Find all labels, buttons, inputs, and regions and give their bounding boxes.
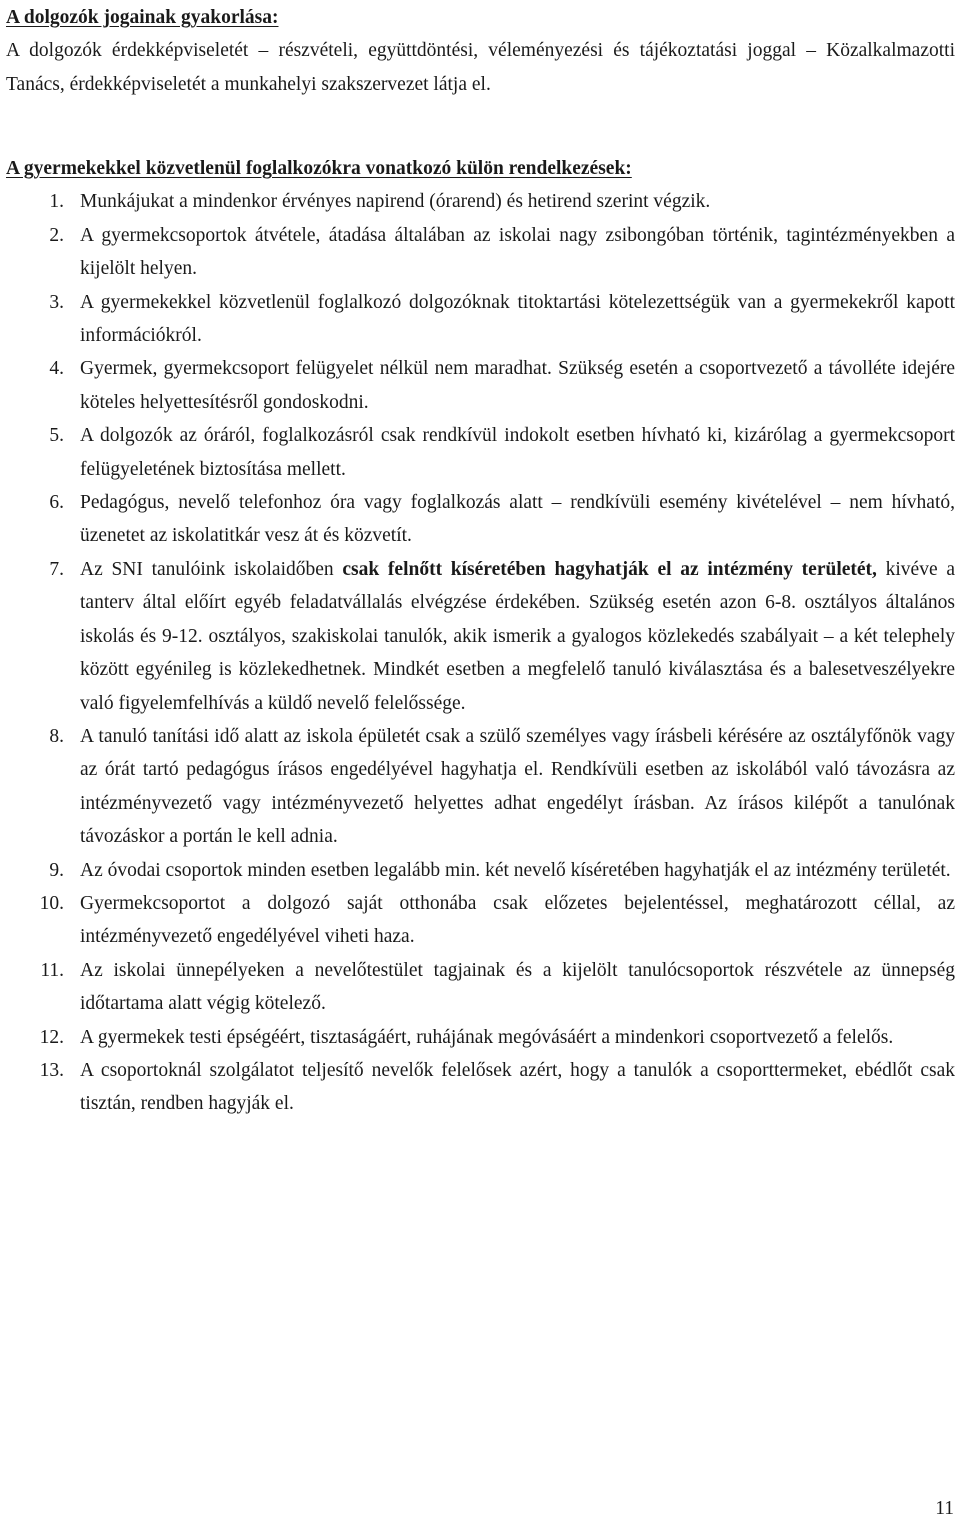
list-item-text: A dolgozók az óráról, foglalkozásról csak rendkívül indokolt esetben hívható ki, kizárólag a gyermekcsoport felügyeletének biztosítása mellett. (80, 425, 955, 480)
list-item-text: A tanuló tanítási idő alatt az iskola épületét csak a szülő személyes vagy írásbeli kérésére az osztályfőnök vagy az órát tartó pedagógus írásos engedélyével hagyhatja el. Rendkívüli esetben az iskolából való távozásra az intézményvezető vagy intézményvezető helyettes adhat engedélyt írásban. Az írásos kilépőt a tanulónak távozáskor a portán le kell adnia. (80, 725, 955, 848)
list-item (6, 419, 955, 486)
section-heading-workers-rights: A dolgozók jogainak gyakorlása: (6, 7, 279, 28)
page-number: 11 (935, 1498, 954, 1519)
list-item-text: A gyermekekkel közvetlenül foglalkozó dolgozóknak titoktartási kötelezettségük van a gyermekekről kapott információkról. (80, 291, 955, 347)
list-item-text: Az óvodai csoportok minden esetben legalább min. két nevelő kíséretében hagyhatják el az intézmény területét. (80, 859, 951, 881)
section-workers-rights (6, 1, 955, 101)
list-item (6, 185, 955, 218)
list-item (6, 486, 955, 553)
list-item-text: A gyermekcsoportok átvétele, átadása általában az iskolai nagy zsibongóban történik, tagintézményekben a kijelölt helyen. (80, 224, 955, 280)
list-item-text-bold: csak felnőtt kíséretében hagyhatják el az intézmény területét, (342, 558, 877, 580)
list-item (6, 286, 955, 353)
list-item-number: 3. (49, 291, 64, 313)
list-item-number: 6. (49, 492, 64, 514)
list-item-text: Pedagógus, nevelő telefonhoz óra vagy foglalkozás alatt – rendkívüli esemény kivételével – nem hívható, üzenetet az iskolatitkár vesz át és közvetít. (80, 492, 955, 547)
list-item-text-after: kivéve a tanterv által előírt egyéb feladatvállalás elvégzése érdekében. Szükség esetén azon 6-8. osztályos általános iskolás és 9-12. osztályos, szakiskolai tanulók, akik ismerik a gyalogos közlekedés szabályait – a két telephely között egyénileg is közlekedhetnek. Mindkét esetben a megfelelő tanuló kiválasztása és a balesetveszélyekre való figyelemfelhívás a küldő nevelő felelőssége. (80, 558, 955, 714)
list-item (6, 553, 955, 720)
list-item-text-before: Az SNI tanulóink iskolaidőben (80, 558, 343, 580)
list-item (6, 954, 955, 1021)
list-item-number: 13. (39, 1059, 64, 1081)
list-item (6, 854, 955, 887)
list-item (6, 720, 955, 854)
list-item-number: 1. (49, 191, 64, 213)
list-item-text: Gyermek, gyermekcsoport felügyelet nélkül nem maradhat. Szükség esetén a csoportvezető a távolléte idejére köteles helyettesítésről gondoskodni. (80, 358, 955, 413)
list-item-number: 11. (40, 959, 64, 981)
list-item (6, 219, 955, 286)
list-item (6, 887, 955, 954)
list-item-number: 7. (49, 558, 64, 580)
list-item-text: Munkájukat a mindenkor érvényes napirend (órarend) és hetirend szerint végzik. (80, 191, 711, 213)
list-item-text: Gyermekcsoportot a dolgozó saját otthonába csak előzetes bejelentéssel, meghatározott céllal, az intézményvezető engedélyével viheti haza. (80, 892, 955, 948)
list-item (6, 1021, 955, 1054)
section-heading-special-provisions: A gyermekekkel közvetlenül foglalkozókra vonatkozó külön rendelkezések: (6, 158, 632, 179)
list-item (6, 1054, 955, 1121)
workers-rights-paragraph: A dolgozók érdekképviseletét – részvételi, együttdöntési, véleményezési és tájékoztatási joggal – Közalkalmazotti Tanács, érdekképviseletét a munkahelyi szakszervezet látja el. (6, 40, 955, 95)
list-item-number: 4. (49, 358, 64, 380)
list-item-number: 2. (49, 224, 64, 246)
list-item-number: 8. (49, 725, 64, 747)
list-item-number: 10. (39, 892, 64, 914)
list-item (6, 352, 955, 419)
provisions-list (6, 185, 955, 1120)
list-item-text: Az iskolai ünnepélyeken a nevelőtestület tagjainak és a kijelölt tanulócsoportok részvétele az ünnepség időtartama alatt végig kötelező. (80, 959, 955, 1015)
list-item-text: A gyermekek testi épségéért, tisztaságáért, ruhájának megóvásáért a mindenkori csoportvezető a felelős. (80, 1026, 894, 1048)
section-special-provisions (6, 152, 955, 1121)
list-item-number: 9. (49, 859, 64, 881)
list-item-number: 12. (39, 1026, 64, 1048)
list-item-text: A csoportoknál szolgálatot teljesítő nevelők felelősek azért, hogy a tanulók a csoporttermeket, ebédlőt csak tisztán, rendben hagyják el. (80, 1059, 955, 1115)
list-item-number: 5. (49, 425, 64, 447)
